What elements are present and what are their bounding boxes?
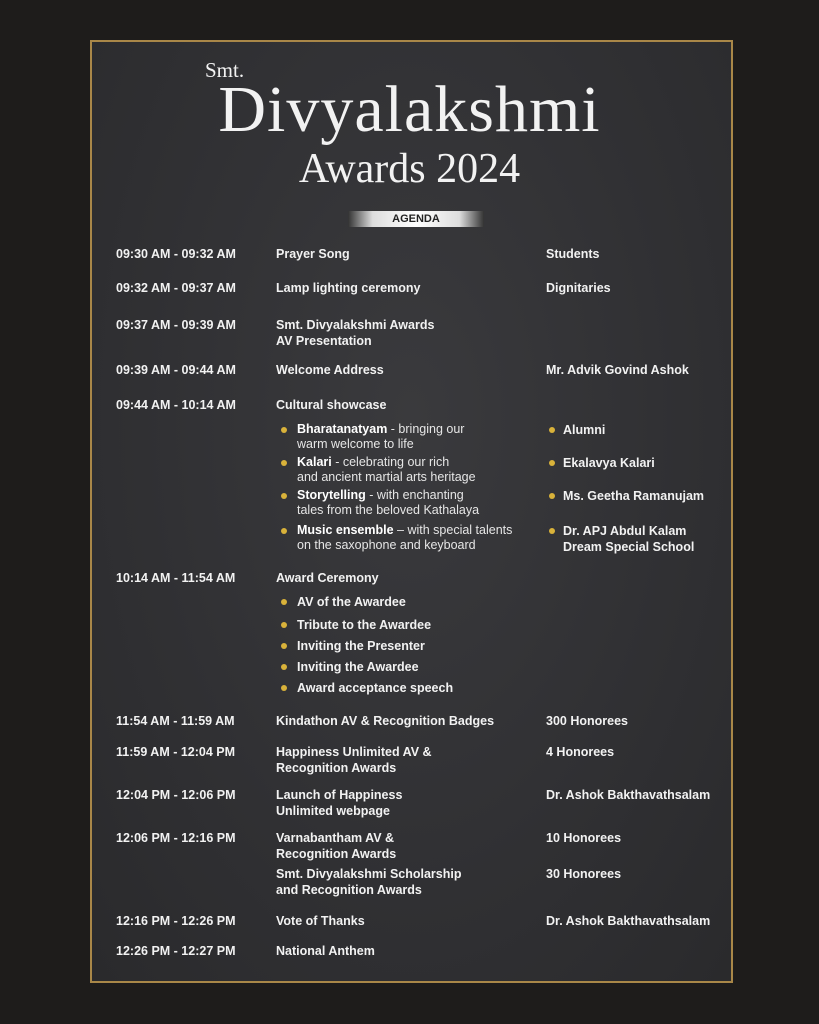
row-item: Vote of Thanks [276,914,365,928]
row-item: Cultural showcase [276,398,387,412]
row-item: Unlimited webpage [276,804,390,818]
row-performer: 4 Honorees [546,745,615,759]
row-time: 11:54 AM - 11:59 AM [116,714,235,728]
item-desc: - bringing our [387,422,465,436]
row-performer: 10 Honorees [546,831,622,845]
item-desc: on the saxophone and keyboard [297,538,476,552]
bullet-icon [281,528,287,534]
bullet-icon [549,460,555,466]
cultural-performer: Ms. Geetha Ramanujam [563,489,705,503]
row-item: National Anthem [276,944,375,958]
bullet-icon [549,493,555,499]
row-item: Smt. Divyalakshmi Scholarship [276,867,462,881]
row-item: Recognition Awards [276,761,397,775]
row-performer: Students [546,247,600,261]
item-name: Kalari [297,455,332,469]
item-desc: – with special talents [393,523,513,537]
bullet-icon [281,599,287,605]
row-time: 09:37 AM - 09:39 AM [116,318,236,332]
row-time: 09:39 AM - 09:44 AM [116,363,236,377]
cultural-performer: Alumni [563,423,606,437]
row-time: 09:30 AM - 09:32 AM [116,247,236,261]
bullet-icon [281,685,287,691]
row-item: and Recognition Awards [276,883,422,897]
row-performer: 30 Honorees [546,867,622,881]
cultural-item [297,455,449,470]
bullet-icon [281,427,287,433]
item-desc: and ancient martial arts heritage [297,470,476,484]
award-item: Inviting the Awardee [297,660,419,674]
award-item: AV of the Awardee [297,595,406,609]
item-desc: - celebrating our rich [331,455,450,469]
bullet-icon [281,622,287,628]
row-time: 11:59 AM - 12:04 PM [116,745,236,759]
row-item: Prayer Song [276,247,350,261]
award-item: Tribute to the Awardee [297,618,432,632]
row-time: 09:44 AM - 10:14 AM [116,398,236,412]
cultural-item [297,488,464,503]
item-desc: tales from the beloved Kathalaya [297,503,480,517]
row-performer: Dignitaries [546,281,611,295]
item-desc: - with enchanting [365,488,464,502]
item-desc: warm welcome to life [297,437,414,451]
row-time: 12:06 PM - 12:16 PM [116,831,236,845]
bullet-icon [549,427,555,433]
row-time: 09:32 AM - 09:37 AM [116,281,236,295]
cultural-performer: Ekalavya Kalari [563,456,655,470]
bullet-icon [281,493,287,499]
cultural-item [297,422,464,437]
cultural-item [297,523,512,538]
row-time: 12:04 PM - 12:06 PM [116,788,236,802]
row-item: Welcome Address [276,363,384,377]
row-item: Smt. Divyalakshmi Awards [276,318,435,332]
cultural-performer: Dream Special School [563,540,695,554]
cultural-performer: Dr. APJ Abdul Kalam [563,524,687,538]
page-title: Divyalakshmi [218,73,601,146]
bullet-icon [281,643,287,649]
row-item: Kindathon AV & Recognition Badges [276,714,495,728]
row-time: 12:16 PM - 12:26 PM [116,914,236,928]
item-name: Bharatanatyam [297,422,388,436]
bullet-icon [549,528,555,534]
row-item: Award Ceremony [276,571,379,585]
item-name: Storytelling [297,488,366,502]
award-item: Inviting the Presenter [297,639,425,653]
row-performer: Mr. Advik Govind Ashok [546,363,689,377]
page-subtitle: Awards 2024 [298,146,521,192]
row-item: Launch of Happiness [276,788,403,802]
row-item: Recognition Awards [276,847,397,861]
row-time: 12:26 PM - 12:27 PM [116,944,236,958]
row-item: Varnabantham AV & [276,831,395,845]
agenda-badge: AGENDA [348,211,484,227]
row-time: 10:14 AM - 11:54 AM [116,571,236,585]
bullet-icon [281,460,287,466]
row-performer: 300 Honorees [546,714,628,728]
item-name: Music ensemble [297,523,394,537]
title-prefix: Smt. [205,58,245,82]
row-performer: Dr. Ashok Bakthavathsalam [546,914,711,928]
row-performer: Dr. Ashok Bakthavathsalam [546,788,711,802]
award-item: Award acceptance speech [297,681,454,695]
row-item: Lamp lighting ceremony [276,281,421,295]
row-item: Happiness Unlimited AV & [276,745,432,759]
bullet-icon [281,664,287,670]
row-item: AV Presentation [276,334,372,348]
